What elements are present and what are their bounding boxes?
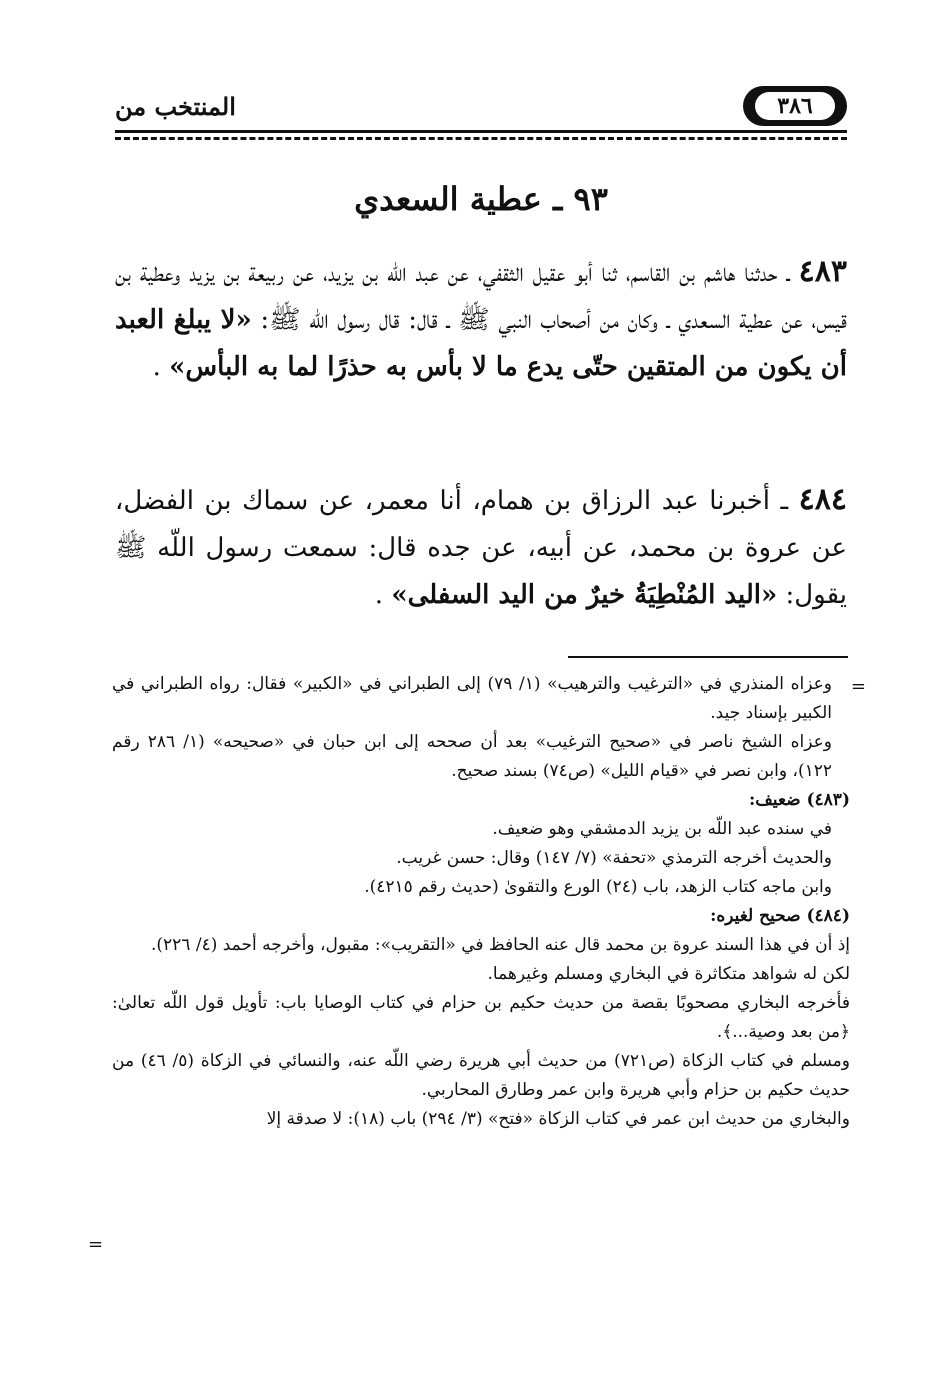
hadith-quote: «اليد المُنْطِيَةُ خيرٌ من اليد السفلى» — [391, 580, 778, 610]
hadith-text: ـ حدثنا هاشم بن القاسم، ثنا أبو عقيل الثقفي، عن عبد اللّه بن يزيد، عن ربيعة بن يزيد وعطية بن قيس، عن عطية السعدي ـ وكان من أصحاب النبي ﷺ ـ قال: قال رسول اللّه ﷺ: — [115, 258, 847, 335]
footnote-line: لكن له شواهد متكاثرة في البخاري ومسلم وغيرهما. — [487, 964, 850, 984]
continuation-mark-end: = — [88, 1234, 104, 1255]
hadith-number: ٤٨٣ — [798, 254, 847, 289]
page-number-badge — [743, 86, 847, 126]
footnote-line: والبخاري من حديث ابن عمر في كتاب الزكاة «فتح» (٣/ ٢٩٤) باب (١٨): لا صدقة إلا — [266, 1109, 850, 1129]
chapter-title: ٩٣ ـ عطية السعدي — [354, 180, 608, 218]
footnote-line: وعزاه الشيخ ناصر في «صحيح الترغيب» بعد أن صححه إلى ابن حبان في «صحيحه» (١/ ٢٨٦ رقم ١٢٢)، وابن نصر في «قيام الليل» (ص٧٤) بسند صحيح. — [112, 732, 833, 781]
footnotes — [112, 670, 850, 1134]
footnote-line: ومسلم في كتاب الزكاة (ص٧٢١) من حديث أبي هريرة رضي اللّه عنه، والنسائي في الزكاة (٥/ ٤٦) من حديث حكيم بن حزام وأبي هريرة وابن عمر وطارق المحاربي. — [112, 1051, 850, 1100]
hadith-number: ٤٨٤ — [798, 482, 847, 517]
header-dashed-rule — [115, 137, 847, 140]
continuation-mark: = — [850, 676, 866, 697]
header-rule — [115, 130, 847, 133]
footnote-heading-483: (٤٨٣) ضعيف: — [748, 790, 850, 810]
hadith-483 — [115, 248, 847, 391]
hadith-tail: . — [374, 580, 392, 610]
hadith-tail: . — [152, 352, 170, 382]
footnote-heading-484: (٤٨٤) صحيح لغيره: — [710, 906, 850, 926]
footnote-line: وعزاه المنذري في «الترغيب والترهيب» (١/ ٧٩) إلى الطبراني في «الكبير» فقال: رواه الطبراني في الكبير بإسناد جيد. — [112, 674, 832, 723]
footnote-line: إذ أن في هذا السند عروة بن محمد قال عنه الحافظ في «التقريب»: مقبول، وأخرجه أحمد (٤/ ٢٢٦). — [150, 935, 850, 955]
page-number: ٣٨٦ — [755, 92, 835, 120]
footnote-line: فأخرجه البخاري مصحوبًا بقصة من حديث حكيم بن حزام في كتاب الوصايا باب: تأويل قول اللّه تعالىٰ: ﴿من بعد وصية...﴾. — [112, 993, 850, 1042]
footnote-line: وابن ماجه كتاب الزهد، باب (٢٤) الورع والتقوىٰ (حديث رقم ٤٢١٥). — [364, 877, 832, 897]
footnote-line: والحديث أخرجه الترمذي «تحفة» (٧/ ١٤٧) وقال: حسن غريب. — [396, 848, 832, 868]
hadith-484 — [115, 476, 847, 619]
footnote-line: في سنده عبد اللّه بن يزيد الدمشقي وهو ضعيف. — [492, 819, 832, 839]
page-header — [115, 86, 847, 142]
hadith-text: ـ أخبرنا عبد الرزاق بن همام، أنا معمر، عن سماك بن الفضل، عن عروة بن محمد، عن أبيه، عن جده قال: سمعت رسول اللّه ﷺ يقول: — [115, 486, 847, 610]
hadith-quote: «لا يبلغ العبد أن يكون من المتقين حتّى يدع ما لا بأس به حذرًا لما به البأس» — [115, 305, 847, 382]
footnote-separator — [568, 656, 848, 658]
running-title: المنتخب من — [115, 92, 236, 121]
